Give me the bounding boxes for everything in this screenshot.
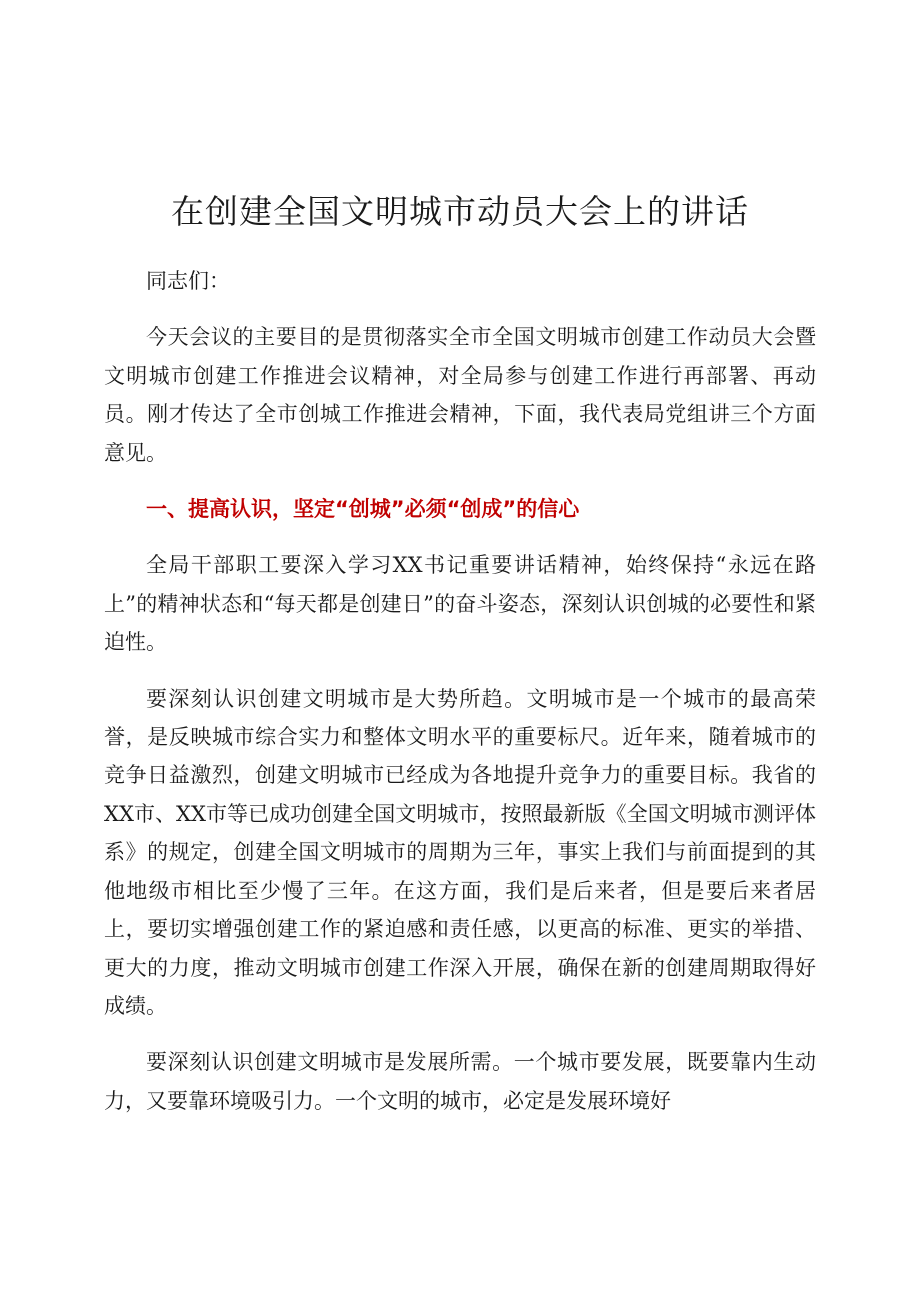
paragraph-1: 全局干部职工要深入学习XX书记重要讲话精神，始终保持“永远在路上”的精神状态和“每天都是创建日”的奋斗姿态，深刻认识创城的必要性和紧迫性。	[104, 553, 816, 655]
paragraph-2: 要深刻认识创建文明城市是大势所趋。文明城市是一个城市的最高荣誉，是反映城市综合实力和整体文明水平的重要标尺。近年来，随着城市的竞争日益激烈，创建文明城市已经成为各地提升竞争力的重要目标。我省的XX市、XX市等已成功创建全国文明城市，按照最新版《全国文明城市测评体系》的规定，创建全国文明城市的周期为三年，事实上我们与前面提到的其他地级市相比至少慢了三年。在这方面，我们是后来者，但是要后来者居上，要切实增强创建工作的紧迫感和责任感，以更高的标准、更实的举措、更大的力度，推动文明城市创建工作深入开展，确保在新的创建周期取得好成绩。	[104, 686, 816, 1018]
section-heading-1: 一、提高认识，坚定“创城”必须“创成”的信心	[146, 497, 580, 522]
intro-paragraph: 今天会议的主要目的是贯彻落实全市全国文明城市创建工作动员大会暨文明城市创建工作推进会议精神，对全局参与创建工作进行再部署、再动员。刚才传达了全市创城工作推进会精神，下面，我代表局党组讲三个方面意见。	[104, 325, 816, 465]
document-title: 在创建全国文明城市动员大会上的讲话	[171, 192, 749, 231]
paragraph-3: 要深刻认识创建文明城市是发展所需。一个城市要发展，既要靠内生动力，又要靠环境吸引力。一个文明的城市，必定是发展环境好	[104, 1050, 816, 1113]
salutation: 同志们：	[146, 269, 230, 293]
